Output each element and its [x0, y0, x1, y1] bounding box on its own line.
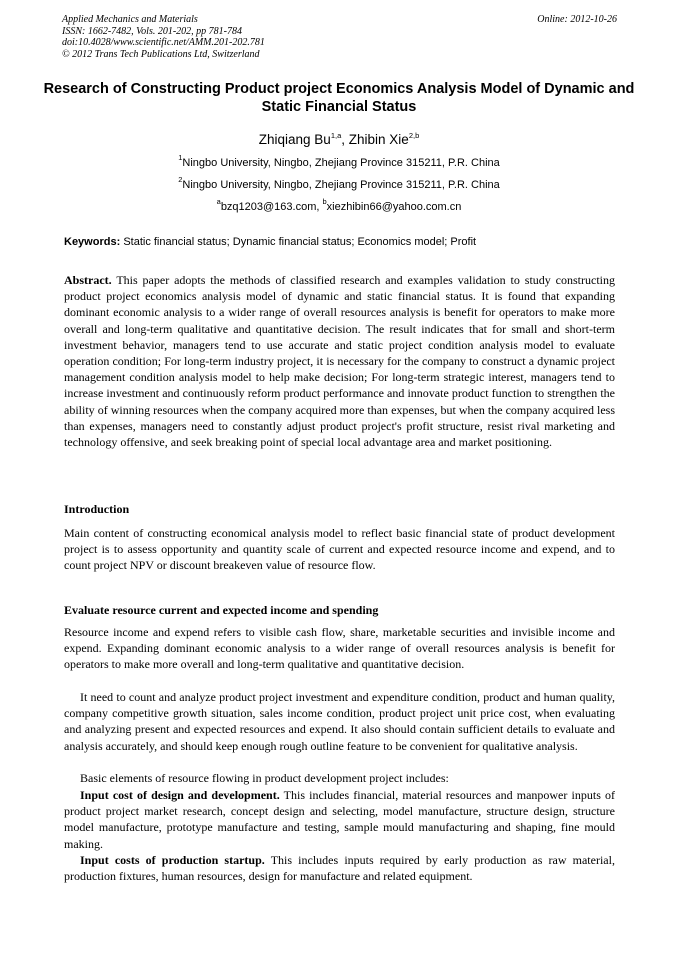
introduction-heading: Introduction	[64, 502, 130, 516]
affiliation-text: Ningbo University, Ningbo, Zhejiang Province 315211, P.R. China	[182, 179, 500, 191]
section-paragraph: Resource income and expend refers to visible cash flow, share, marketable securities and invisible income and expend. Expanding dominant economic analysis to a wider range of overall resources analysis is benefit for operators to make more overall and long-term qualitative and quantitative decision.	[64, 625, 615, 672]
copyright-line: © 2012 Trans Tech Publications Ltd, Switzerland	[62, 48, 260, 60]
section-paragraph: Basic elements of resource flowing in product development project includes:	[80, 771, 449, 785]
doi-line: doi:10.4028/www.scientific.net/AMM.201-202.781	[62, 37, 265, 48]
author-name: Zhiqiang Bu	[258, 132, 331, 147]
email-superscript: a	[216, 197, 221, 207]
keywords-label: Keywords:	[64, 236, 121, 248]
abstract	[64, 272, 615, 450]
paragraph-lead: Input costs of production startup.	[80, 853, 265, 867]
abstract-label: Abstract.	[64, 273, 112, 287]
affiliation-superscript: 2	[178, 175, 183, 185]
keywords	[64, 236, 616, 249]
online-date: Online: 2012-10-26	[537, 14, 617, 25]
author-list: Zhiqiang Bu$^{1,a}$, Zhibin Xie$^{2,b}$	[258, 130, 420, 147]
author-superscript: 2,b	[408, 130, 420, 140]
introduction-paragraph: Main content of constructing economical analysis model to reflect basic financial state of product development project is to assess opportunity and quantity scale of current and expected resource income and expend, and to count project NPV or discount breakeven value of resource flow.	[64, 526, 615, 573]
email-superscript: b	[322, 197, 327, 207]
email-link[interactable]: bzq1203@163.com	[220, 201, 317, 213]
keywords-text: Static financial status; Dynamic financial status; Economics model; Profit	[123, 236, 477, 248]
section-heading: Evaluate resource current and expected income and spending	[64, 603, 379, 617]
author-superscript: 1,a	[330, 130, 342, 140]
affiliation-superscript: 1	[178, 153, 183, 163]
design-cost-paragraph	[64, 787, 615, 852]
journal-name: Applied Mechanics and Materials	[62, 14, 198, 25]
startup-cost-paragraph	[64, 852, 615, 884]
paragraph-text: This includes financial, material resources and manpower inputs of product project market research, concept design and selecting, model manufacture, structure design, structure model manufacture, prototype manufacture and testing, sample mould manufacturing and shaping, fine mould making.	[64, 788, 615, 851]
paragraph-lead: Input cost of design and development.	[80, 788, 280, 802]
paper-title: Research of Constructing Product project Economics Analysis Model of Dynamic and Static Financial Status	[43, 81, 635, 115]
paragraph-text: This includes inputs required by early production as raw material, production fixtures, human resources, design for manufacture and related equipment.	[64, 853, 615, 884]
email-link[interactable]: xiezhibin66@yahoo.com.cn	[326, 201, 462, 213]
affiliation-2	[40, 175, 638, 192]
abstract-text: This paper adopts the methods of classified research and examples validation to study constructing product project economics analysis model of dynamic and static financial status. It is found that expanding dominant economic analysis to a wider range of overall resources analysis is benefit for operators to make more overall and long-term qualitative and quantitative decision. The result indicates that for small and short-term investment behavior, managers tend to use accurate and static project condition analysis model to evaluate operation condition; For long-term industry project, it is necessary for the company to construct a dynamic project management condition analysis model to help make decision; For long-term strategic interest, managers tend to increase investment and continuously reform product performance and innovate product function to strengthen the ability of winning resources when the company acquired more than expenses, but when the company acquired less than expenses, managers need to constantly adjust product project's profit structure, resist rival marketing and technology offensive, and seek breaking point of special local advantage area and market positioning.	[64, 273, 615, 450]
issn-line: ISSN: 1662-7482, Vols. 201-202, pp 781-784	[62, 25, 242, 37]
author-name: Zhibin Xie	[348, 132, 409, 147]
journal-header	[62, 14, 617, 60]
author-emails: $^a$bzq1203@163.com, $^b$xiezhibin66@yahoo.com.cn	[216, 197, 462, 213]
affiliation-1	[40, 153, 638, 170]
affiliation-text: Ningbo University, Ningbo, Zhejiang Province 315211, P.R. China	[182, 157, 500, 169]
section-paragraph: It need to count and analyze product project investment and expenditure condition, product and human quality, company competitive growth situation, sales income condition, product project unit price cost, when evaluating and analyzing present and expected resources and expend. It also should contain sufficient details to evaluate and analysis accurately, and should keep enough rough outline feature to be convenient for qualitative analysis.	[64, 690, 615, 753]
